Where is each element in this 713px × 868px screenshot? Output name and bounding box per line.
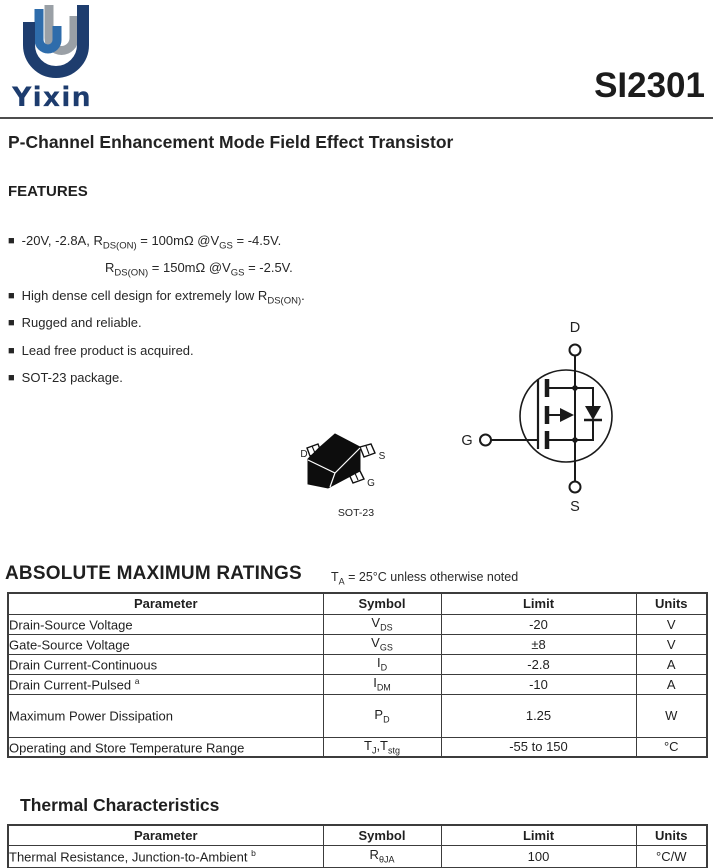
logo-text: Yixin	[12, 82, 92, 113]
page-title: P-Channel Enhancement Mode Field Effect Transistor	[8, 132, 454, 152]
bullet-icon: ■	[8, 317, 15, 329]
table-row: Maximum Power Dissipation $P_D$ 1.25 W	[8, 694, 707, 737]
bullet-icon: ■	[8, 235, 15, 247]
col-header-parameter: Parameter	[8, 825, 323, 845]
table-row: Drain Current-Continuous $I_D$ -2.8 A	[8, 654, 707, 674]
table-row: Operating and Store Temperature Range $T_J,T_{stg}$ -55 to 150 °C	[8, 737, 707, 757]
symbol-label-source: S	[570, 499, 580, 515]
part-number: SI2301	[594, 66, 705, 105]
table-row: Thermal Resistance, Junction-to-Ambient $^b$ $R_{\theta JA}$ 100 °C/W	[8, 845, 707, 868]
bullet-icon: ■	[8, 290, 15, 302]
col-header-limit: Limit	[441, 825, 636, 845]
symbol-label-gate: G	[461, 433, 473, 449]
header-divider	[0, 117, 713, 119]
abs-max-heading: ABSOLUTE MAXIMUM RATINGS	[5, 563, 302, 584]
mosfet-symbol-diagram	[452, 310, 662, 520]
features-heading: FEATURES	[8, 183, 88, 200]
abs-max-condition-note: $T_A = 25^\circ C$ unless otherwise noted	[331, 570, 519, 587]
col-header-limit: Limit	[441, 593, 636, 614]
col-header-parameter: Parameter	[8, 593, 323, 614]
bullet-icon: ■	[8, 345, 15, 357]
feature-item: ■ -20V, -2.8A, $R_{DS(ON)} = 100m\Omega$ $@V_{GS} = -4.5V$.	[8, 233, 282, 252]
table-row: Drain-Source Voltage $V_{DS}$ -20 V	[8, 614, 707, 634]
col-header-symbol: Symbol	[323, 825, 441, 845]
feature-item: ■ SOT-23 package.	[8, 370, 123, 385]
feature-item-continuation: $R_{DS(ON)} = 150m\Omega$ $@V_{GS} = -2.5V$.	[105, 260, 293, 279]
col-header-units: Units	[636, 825, 707, 845]
col-header-units: Units	[636, 593, 707, 614]
abs-max-table	[7, 592, 708, 758]
package-caption: SOT-23	[337, 507, 375, 519]
pin-label-source: S	[378, 451, 386, 462]
pin-label-gate: G	[367, 478, 375, 489]
table-row: Gate-Source Voltage $V_{GS}$ ±8 V	[8, 634, 707, 654]
symbol-label-drain: D	[569, 320, 581, 336]
table-row: Drain Current-Pulsed $^a$ $I_{DM}$ -10 A	[8, 674, 707, 694]
sot23-package-diagram	[276, 423, 406, 523]
thermal-heading: Thermal Characteristics	[20, 795, 220, 815]
yixin-logo-icon	[18, 4, 98, 84]
bullet-icon: ■	[8, 372, 15, 384]
table-header-row	[8, 593, 707, 614]
thermal-table	[7, 824, 708, 868]
col-header-symbol: Symbol	[323, 593, 441, 614]
feature-item: ■ Lead free product is acquired.	[8, 343, 194, 358]
table-header-row	[8, 825, 707, 845]
pin-label-drain: D	[300, 449, 308, 460]
feature-item: ■ High dense cell design for extremely low $R_{DS(ON)}$.	[8, 288, 305, 307]
feature-item: ■ Rugged and reliable.	[8, 315, 142, 330]
